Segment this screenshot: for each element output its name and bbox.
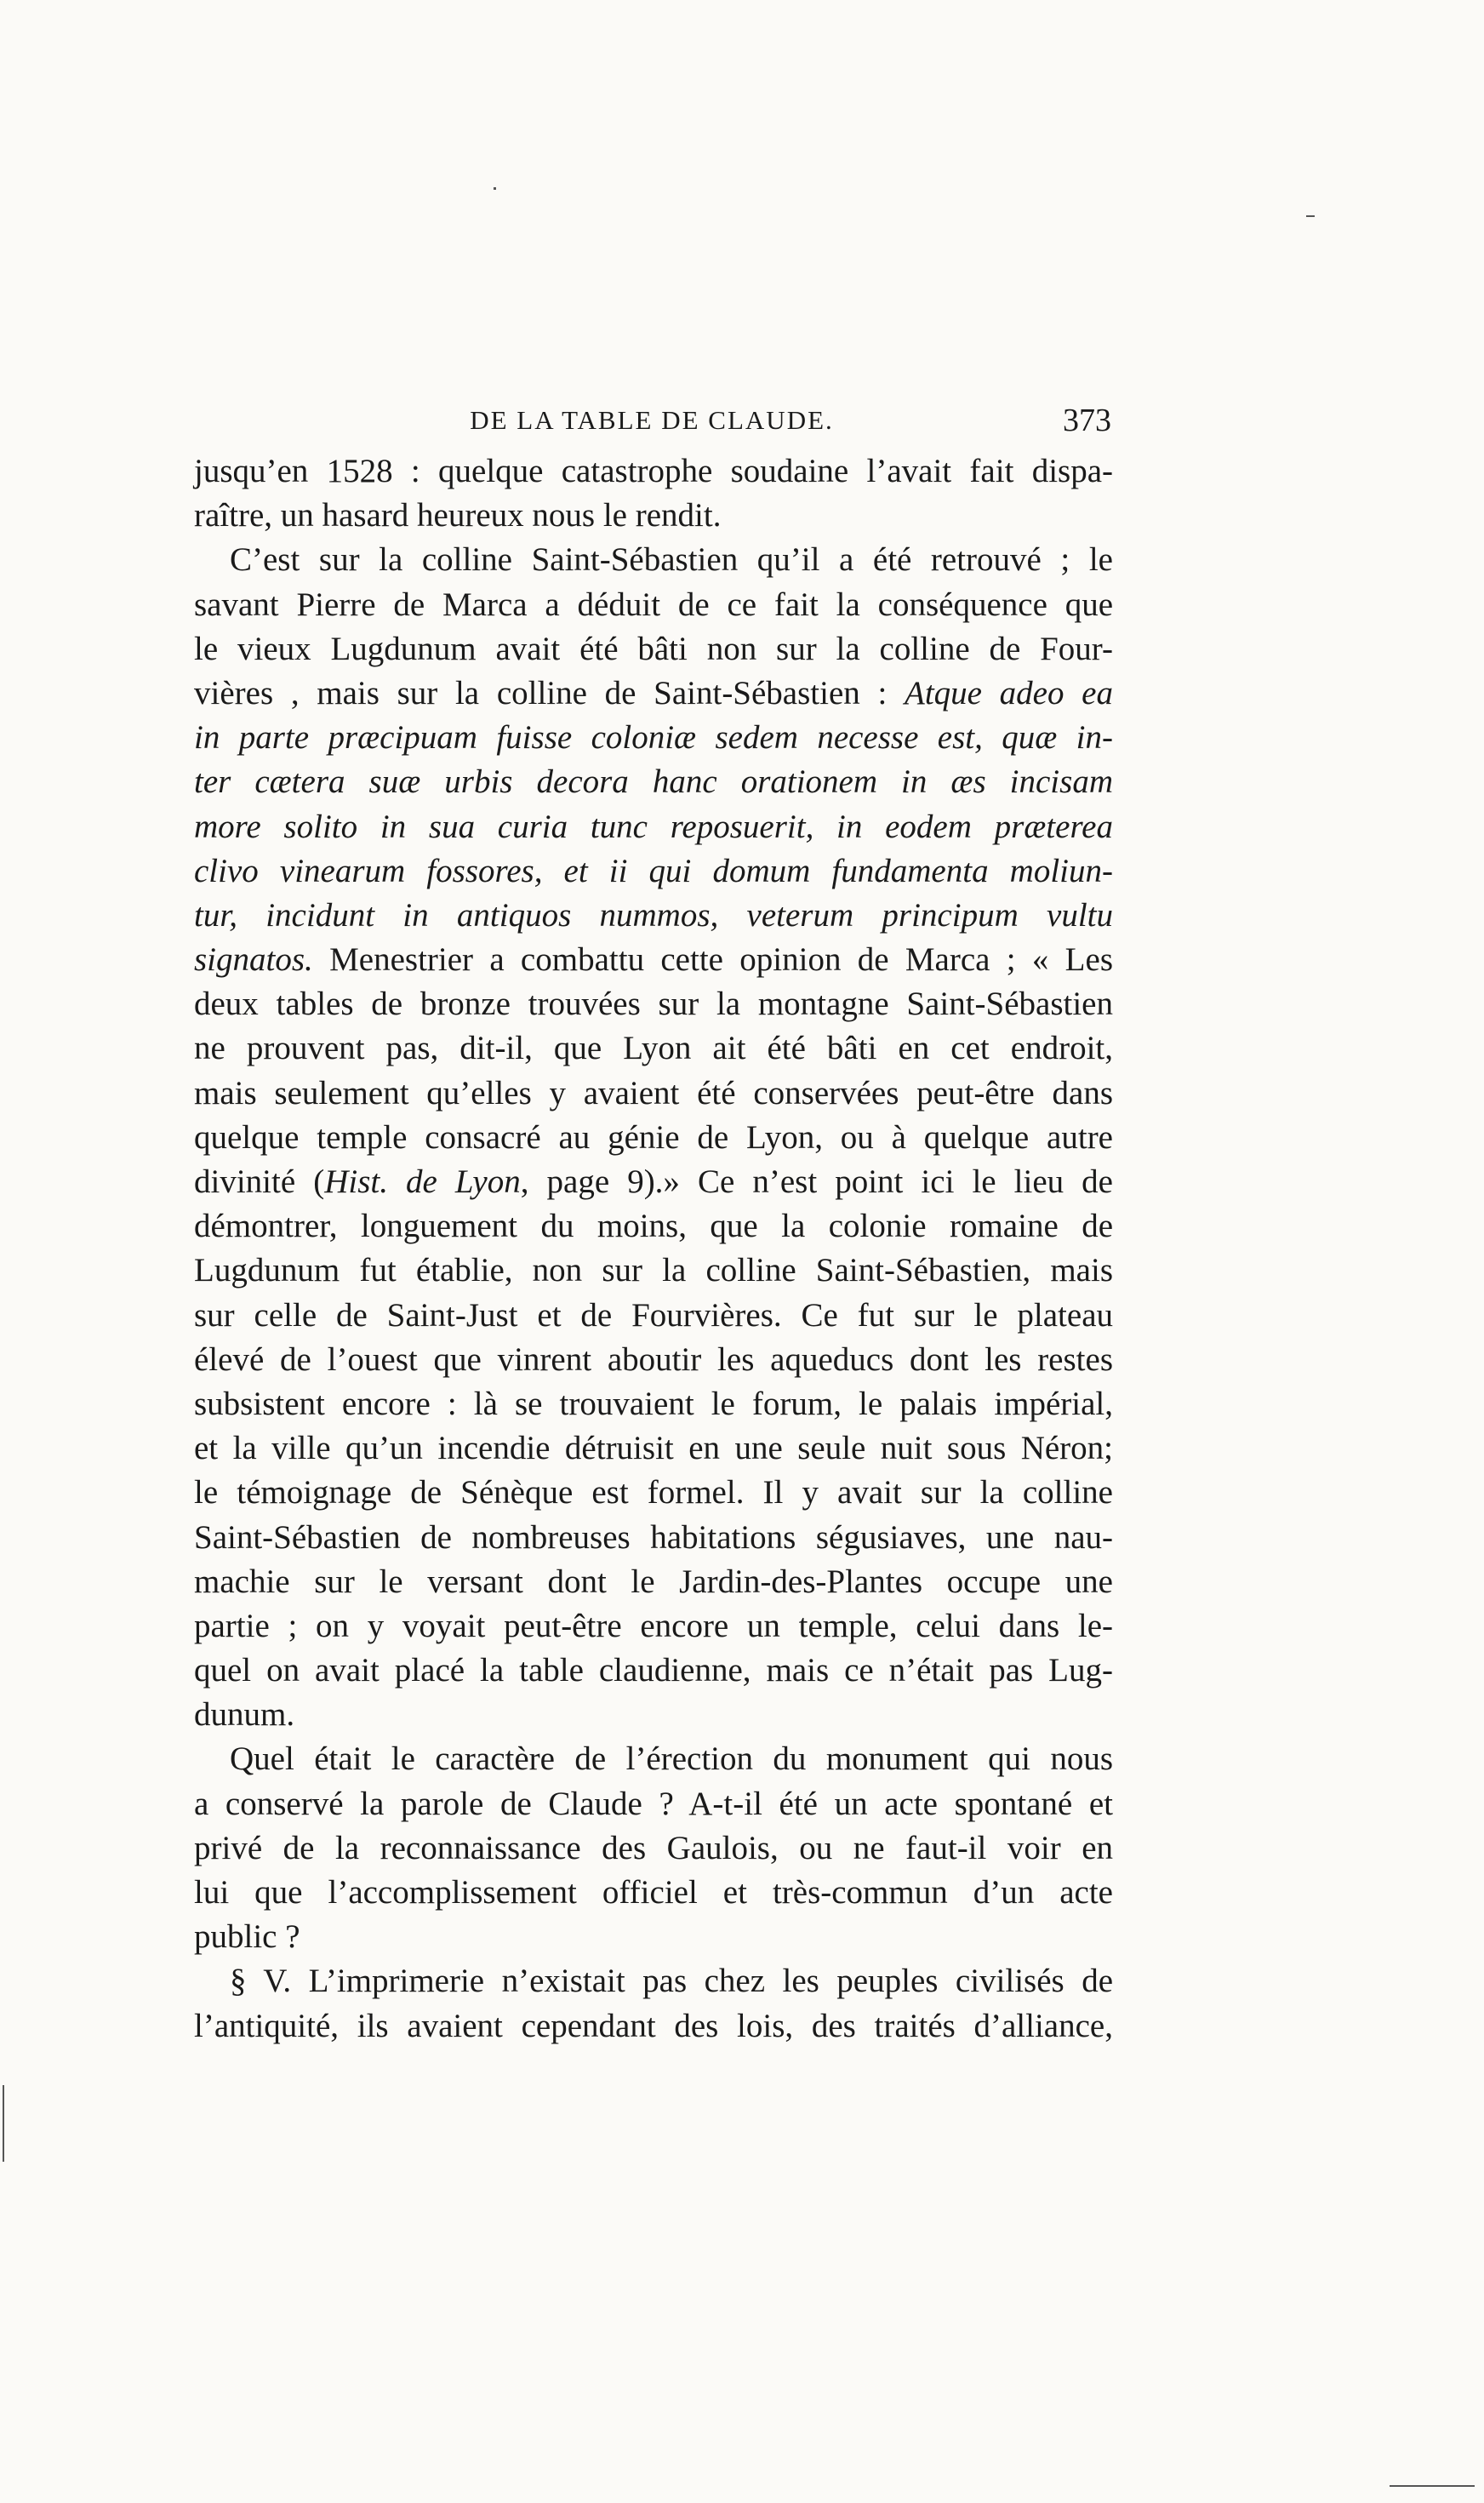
text-line	[194, 671, 1113, 716]
text-span: quelque temple consacré au génie de Lyon, ou à quelque autre	[194, 1118, 1113, 1156]
text-line	[194, 1737, 1113, 1781]
text-span: a conservé la parole de Claude ? A-t-il été un acte spontané et	[194, 1785, 1113, 1822]
text-line	[194, 1338, 1113, 1382]
text-line	[194, 1382, 1113, 1426]
text-line	[194, 1782, 1113, 1826]
scan-edge-line	[1390, 2485, 1475, 2487]
text-span: l’antiquité, ils avaient cependant des lois, des traités d’alliance,	[194, 2007, 1113, 2044]
text-line	[194, 1915, 1113, 1959]
text-span: Lugdunum fut établie, non sur la colline Saint-Sébastien, mais	[194, 1252, 1113, 1289]
text-span: et la ville qu’un incendie détruisit en une seule nuit sous Néron;	[194, 1430, 1113, 1467]
text-span: vières , mais sur la colline de Saint-Sébastien :	[194, 674, 888, 711]
text-span: deux tables de bronze trouvées sur la montagne Saint-Sébastien	[194, 986, 1113, 1023]
text-line	[194, 849, 1113, 894]
text-span: Menestrier a combattu cette opinion de Marca ; « Les	[329, 941, 1113, 979]
latin-quote: more solito in sua curia tunc reposuerit, in eodem præterea	[194, 808, 1113, 845]
latin-quote: Atque adeo ea	[905, 674, 1113, 711]
text-line	[194, 1471, 1113, 1515]
page-header	[192, 402, 1111, 443]
text-line	[194, 1693, 1113, 1737]
citation: Hist. de Lyon	[324, 1163, 521, 1200]
latin-quote: ter cætera suæ urbis decora hanc orationem in æs incisam	[194, 763, 1113, 801]
latin-quote: clivo vinearum fossores, et ii qui domum fundamenta moliun-	[194, 852, 1113, 889]
text-line	[194, 1560, 1113, 1604]
text-line	[194, 1204, 1113, 1249]
text-line	[194, 1071, 1113, 1116]
text-span: quel on avait placé la table claudienne, mais ce n’était pas Lug-	[194, 1652, 1113, 1689]
text-span: mais seulement qu’elles y avaient été conservées peut-être dans	[194, 1074, 1113, 1111]
text-line	[194, 1426, 1113, 1471]
text-line	[194, 583, 1113, 627]
scan-speck	[494, 187, 496, 190]
text-line	[194, 894, 1113, 938]
text-line	[194, 1116, 1113, 1160]
running-head: DE LA TABLE DE CLAUDE.	[470, 405, 834, 435]
latin-quote: in parte præcipuam fuisse coloniæ sedem necesse est, quæ in-	[194, 719, 1113, 757]
text-line	[194, 1516, 1113, 1560]
text-span: C’est sur la colline Saint-Sébastien qu’il a été retrouvé ; le	[230, 541, 1113, 579]
text-line	[194, 2004, 1113, 2049]
text-span: partie ; on y voyait peut-être encore un temple, celui dans le-	[194, 1607, 1113, 1644]
text-span: public ?	[194, 1918, 300, 1956]
text-line	[194, 494, 1113, 538]
text-span: , page 9).» Ce n’est point ici le lieu de	[520, 1163, 1113, 1200]
text-span: Saint-Sébastien de nombreuses habitations ségusiaves, une nau-	[194, 1518, 1113, 1556]
text-span: le vieux Lugdunum avait été bâti non sur la colline de Four-	[194, 630, 1113, 667]
scan-edge-line	[3, 2085, 4, 2162]
text-span: raître, un hasard heureux nous le rendit.	[194, 497, 722, 534]
text-span: savant Pierre de Marca a déduit de ce fait la conséquence que	[194, 586, 1113, 623]
text-line	[194, 760, 1113, 804]
text-line	[194, 1604, 1113, 1649]
text-span: privé de la reconnaissance des Gaulois, ou ne faut-il voir en	[194, 1829, 1113, 1866]
page-number: 373	[1063, 403, 1111, 438]
text-line	[194, 805, 1113, 849]
text-span: le témoignage de Sénèque est formel. Il y avait sur la colline	[194, 1474, 1113, 1512]
text-line	[194, 716, 1113, 760]
latin-quote: signatos.	[194, 941, 313, 979]
scan-speck	[1306, 215, 1315, 217]
text-span: dunum.	[194, 1696, 295, 1734]
text-span: sur celle de Saint-Just et de Fourvières. Ce fut sur le plateau	[194, 1296, 1113, 1334]
text-line	[194, 627, 1113, 671]
text-line	[194, 1294, 1113, 1338]
text-line	[194, 1871, 1113, 1915]
text-line	[194, 938, 1113, 982]
body-text	[194, 449, 1113, 2049]
text-span: élevé de l’ouest que vinrent aboutir les aqueducs dont les restes	[194, 1340, 1113, 1378]
text-line	[194, 1249, 1113, 1293]
latin-quote: tur, incidunt in antiquos nummos, veterum principum vultu	[194, 896, 1113, 934]
text-line	[194, 1160, 1113, 1204]
text-span: démontrer, longuement du moins, que la colonie romaine de	[194, 1208, 1113, 1245]
text-line	[194, 1826, 1113, 1871]
text-span: lui que l’accomplissement officiel et très-commun d’un acte	[194, 1874, 1113, 1911]
text-span: Quel était le caractère de l’érection du monument qui nous	[230, 1740, 1113, 1778]
text-line	[194, 1026, 1113, 1071]
text-span: § V. L’imprimerie n’existait pas chez les peuples civilisés de	[230, 1963, 1113, 2000]
text-line	[194, 449, 1113, 494]
text-line	[194, 1959, 1113, 2003]
text-line	[194, 982, 1113, 1026]
text-span: ne prouvent pas, dit-il, que Lyon ait été bâti en cet endroit,	[194, 1030, 1113, 1067]
text-line	[194, 538, 1113, 582]
text-line	[194, 1649, 1113, 1693]
text-span: machie sur le versant dont le Jardin-des-Plantes occupe une	[194, 1563, 1113, 1600]
text-span: divinité (	[194, 1163, 325, 1200]
text-span: subsistent encore : là se trouvaient le forum, le palais impérial,	[194, 1385, 1113, 1422]
text-span: jusqu’en 1528 : quelque catastrophe soudaine l’avait fait dispa-	[194, 453, 1113, 489]
